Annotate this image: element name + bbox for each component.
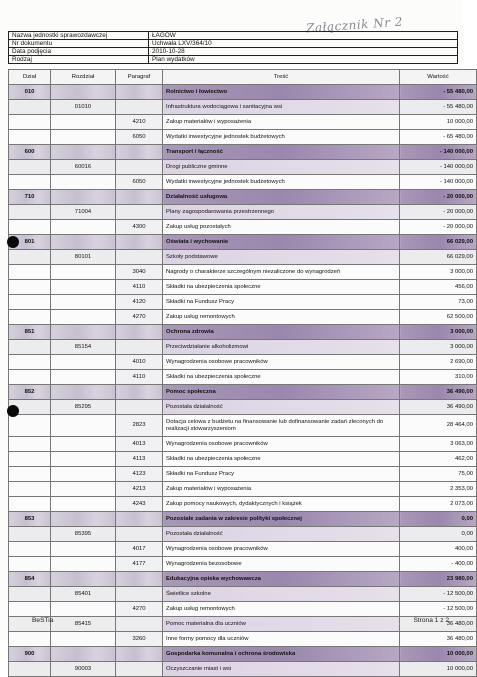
- table-row: [9, 572, 477, 587]
- cell-paragraf: [116, 190, 163, 205]
- cell-dzial: [9, 587, 51, 602]
- cell-tresc: Inne formy pomocy dla uczniów: [163, 632, 400, 647]
- budget-table: [8, 69, 477, 677]
- cell-rozdzial: [51, 542, 116, 557]
- cell-rozdzial: [51, 572, 116, 587]
- header-dzial: Dział: [9, 70, 51, 85]
- table-row: [9, 325, 477, 340]
- cell-tresc: Zakup pomocy naukowych, dydaktycznych i książek: [163, 497, 400, 512]
- cell-rozdzial: [51, 415, 116, 437]
- table-row: [9, 310, 477, 325]
- cell-wartosc: 3 000,00: [400, 325, 477, 340]
- cell-wartosc: 400,00: [400, 542, 477, 557]
- cell-paragraf: [116, 205, 163, 220]
- cell-tresc: Świetlice szkolne: [163, 587, 400, 602]
- table-row: [9, 400, 477, 415]
- meta-row: [9, 32, 458, 40]
- cell-dzial: [9, 115, 51, 130]
- cell-wartosc: 0,00: [400, 527, 477, 542]
- cell-wartosc: - 20 000,00: [400, 190, 477, 205]
- table-row: [9, 340, 477, 355]
- cell-tresc: Pozostała działalność: [163, 400, 400, 415]
- cell-wartosc: 0,00: [400, 512, 477, 527]
- cell-wartosc: - 20 000,00: [400, 220, 477, 235]
- cell-tresc: Pozostała działalność: [163, 527, 400, 542]
- cell-rozdzial: [51, 325, 116, 340]
- cell-tresc: Gospodarka komunalna i ochrona środowiska: [163, 647, 400, 662]
- cell-dzial: 852: [9, 385, 51, 400]
- cell-paragraf: [116, 587, 163, 602]
- meta-row: [9, 40, 458, 48]
- cell-wartosc: 66 029,00: [400, 235, 477, 250]
- cell-paragraf: [116, 662, 163, 677]
- cell-rozdzial: 85295: [51, 400, 116, 415]
- cell-rozdzial: 85395: [51, 527, 116, 542]
- cell-wartosc: 2 353,00: [400, 482, 477, 497]
- table-row: [9, 527, 477, 542]
- cell-paragraf: [116, 145, 163, 160]
- cell-rozdzial: [51, 602, 116, 617]
- cell-tresc: Oświata i wychowanie: [163, 235, 400, 250]
- table-row: [9, 280, 477, 295]
- table-row: [9, 370, 477, 385]
- table-row: [9, 235, 477, 250]
- cell-wartosc: - 12 500,00: [400, 602, 477, 617]
- cell-paragraf: 4300: [116, 220, 163, 235]
- cell-rozdzial: 60016: [51, 160, 116, 175]
- table-row: [9, 190, 477, 205]
- meta-label: Nr dokumentu: [9, 40, 149, 48]
- cell-wartosc: 3 063,00: [400, 437, 477, 452]
- cell-paragraf: 4123: [116, 467, 163, 482]
- cell-tresc: Edukacyjna opieka wychowawcza: [163, 572, 400, 587]
- cell-dzial: [9, 632, 51, 647]
- meta-label: Data podjęcia: [9, 48, 149, 56]
- cell-wartosc: 456,00: [400, 280, 477, 295]
- cell-tresc: Zakup materiałów i wyposażenia: [163, 115, 400, 130]
- cell-paragraf: [116, 340, 163, 355]
- cell-wartosc: 462,00: [400, 452, 477, 467]
- cell-rozdzial: [51, 355, 116, 370]
- cell-tresc: Wynagrodzenia osobowe pracowników: [163, 437, 400, 452]
- cell-rozdzial: [51, 310, 116, 325]
- cell-rozdzial: [51, 295, 116, 310]
- cell-dzial: [9, 280, 51, 295]
- table-row: [9, 205, 477, 220]
- cell-dzial: 801: [9, 235, 51, 250]
- cell-rozdzial: [51, 85, 116, 100]
- cell-rozdzial: [51, 265, 116, 280]
- cell-tresc: Oczyszczanie miast i wsi: [163, 662, 400, 677]
- table-row: [9, 662, 477, 677]
- cell-rozdzial: [51, 632, 116, 647]
- cell-wartosc: 310,00: [400, 370, 477, 385]
- cell-dzial: 010: [9, 85, 51, 100]
- cell-rozdzial: [51, 482, 116, 497]
- cell-paragraf: [116, 250, 163, 265]
- cell-paragraf: [116, 385, 163, 400]
- cell-paragraf: [116, 617, 163, 632]
- cell-paragraf: 4013: [116, 437, 163, 452]
- cell-paragraf: 4177: [116, 557, 163, 572]
- cell-wartosc: - 55 480,00: [400, 85, 477, 100]
- cell-paragraf: [116, 572, 163, 587]
- cell-dzial: [9, 497, 51, 512]
- cell-wartosc: 10 000,00: [400, 662, 477, 677]
- table-row: [9, 452, 477, 467]
- cell-dzial: [9, 467, 51, 482]
- cell-rozdzial: [51, 647, 116, 662]
- cell-dzial: [9, 452, 51, 467]
- cell-tresc: Pomoc materialna dla uczniów: [163, 617, 400, 632]
- cell-rozdzial: [51, 130, 116, 145]
- cell-paragraf: [116, 400, 163, 415]
- cell-tresc: Dotacja celowa z budżetu na finansowanie lub dofinansowanie zadań zleconych do realizacji stowarzyszeniom: [163, 415, 400, 437]
- cell-paragraf: [116, 527, 163, 542]
- meta-value: ŁAGÓW: [149, 32, 458, 40]
- cell-wartosc: 28 464,00: [400, 415, 477, 437]
- cell-paragraf: [116, 100, 163, 115]
- cell-rozdzial: 01010: [51, 100, 116, 115]
- cell-tresc: Nagrody o charakterze szczególnym niezaliczone do wynagrodzeń: [163, 265, 400, 280]
- cell-rozdzial: [51, 115, 116, 130]
- cell-tresc: Szkoły podstawowe: [163, 250, 400, 265]
- table-row: [9, 647, 477, 662]
- cell-tresc: Pomoc społeczna: [163, 385, 400, 400]
- cell-rozdzial: [51, 385, 116, 400]
- cell-paragraf: 3040: [116, 265, 163, 280]
- meta-row: [9, 56, 458, 64]
- cell-wartosc: - 140 000,00: [400, 175, 477, 190]
- cell-wartosc: 66 029,00: [400, 250, 477, 265]
- table-row: [9, 355, 477, 370]
- cell-dzial: [9, 370, 51, 385]
- table-row: [9, 160, 477, 175]
- punch-hole: [7, 236, 19, 248]
- cell-rozdzial: [51, 175, 116, 190]
- header-tresc: Treść: [163, 70, 400, 85]
- meta-row: [9, 48, 458, 56]
- cell-paragraf: [116, 325, 163, 340]
- cell-tresc: Pozostałe zadania w zakresie polityki społecznej: [163, 512, 400, 527]
- table-row: [9, 415, 477, 437]
- cell-rozdzial: 85401: [51, 587, 116, 602]
- table-row: [9, 385, 477, 400]
- cell-tresc: Wydatki inwestycyjne jednostek budżetowych: [163, 175, 400, 190]
- cell-rozdzial: [51, 190, 116, 205]
- cell-tresc: Zakup usług remontowych: [163, 310, 400, 325]
- cell-dzial: [9, 355, 51, 370]
- table-row: [9, 482, 477, 497]
- cell-paragraf: 4213: [116, 482, 163, 497]
- cell-dzial: [9, 175, 51, 190]
- table-row: [9, 295, 477, 310]
- cell-tresc: Składki na ubezpieczenia społeczne: [163, 370, 400, 385]
- cell-tresc: Wydatki inwestycyjne jednostek budżetowych: [163, 130, 400, 145]
- cell-paragraf: 4270: [116, 602, 163, 617]
- table-row: [9, 115, 477, 130]
- cell-paragraf: 4010: [116, 355, 163, 370]
- cell-wartosc: - 140 000,00: [400, 160, 477, 175]
- document-meta-table: [8, 31, 458, 64]
- cell-wartosc: - 55 480,00: [400, 100, 477, 115]
- cell-wartosc: 10 000,00: [400, 647, 477, 662]
- table-body: [9, 85, 477, 677]
- cell-dzial: [9, 100, 51, 115]
- cell-paragraf: [116, 160, 163, 175]
- cell-wartosc: - 65 480,00: [400, 130, 477, 145]
- cell-rozdzial: [51, 370, 116, 385]
- cell-dzial: [9, 220, 51, 235]
- cell-tresc: Wynagrodzenia osobowe pracowników: [163, 542, 400, 557]
- cell-tresc: Zakup usług remontowych: [163, 602, 400, 617]
- cell-tresc: Transport i łączność: [163, 145, 400, 160]
- table-row: [9, 467, 477, 482]
- cell-wartosc: 36 490,00: [400, 385, 477, 400]
- cell-dzial: 854: [9, 572, 51, 587]
- table-row: [9, 542, 477, 557]
- cell-paragraf: 4017: [116, 542, 163, 557]
- cell-tresc: Składki na ubezpieczenia społeczne: [163, 280, 400, 295]
- table-row: [9, 437, 477, 452]
- table-row: [9, 497, 477, 512]
- cell-tresc: Działalność usługowa: [163, 190, 400, 205]
- cell-wartosc: 10 000,00: [400, 115, 477, 130]
- handwritten-note: Załącznik Nr 2: [305, 14, 404, 36]
- cell-tresc: Zakup materiałów i wyposażenia: [163, 482, 400, 497]
- cell-dzial: [9, 557, 51, 572]
- table-row: [9, 587, 477, 602]
- cell-dzial: 851: [9, 325, 51, 340]
- table-row: [9, 100, 477, 115]
- cell-paragraf: [116, 85, 163, 100]
- cell-dzial: [9, 340, 51, 355]
- cell-tresc: Składki na ubezpieczenia społeczne: [163, 452, 400, 467]
- cell-dzial: 853: [9, 512, 51, 527]
- cell-rozdzial: [51, 145, 116, 160]
- cell-rozdzial: [51, 512, 116, 527]
- header-paragraf: Paragraf: [116, 70, 163, 85]
- cell-rozdzial: [51, 467, 116, 482]
- table-row: [9, 145, 477, 160]
- table-row: [9, 220, 477, 235]
- cell-paragraf: 2823: [116, 415, 163, 437]
- meta-value: 2010-10-28: [149, 48, 458, 56]
- cell-rozdzial: 80101: [51, 250, 116, 265]
- cell-tresc: Składki na Fundusz Pracy: [163, 295, 400, 310]
- cell-paragraf: 6050: [116, 130, 163, 145]
- table-header-row: [9, 70, 477, 85]
- cell-wartosc: - 400,00: [400, 557, 477, 572]
- cell-paragraf: 4270: [116, 310, 163, 325]
- cell-tresc: Infrastruktura wodociągowa i sanitacyjna wsi: [163, 100, 400, 115]
- cell-dzial: [9, 482, 51, 497]
- cell-rozdzial: 85415: [51, 617, 116, 632]
- cell-dzial: 900: [9, 647, 51, 662]
- cell-paragraf: 4243: [116, 497, 163, 512]
- cell-dzial: [9, 542, 51, 557]
- cell-dzial: [9, 130, 51, 145]
- cell-tresc: Składki na Fundusz Pracy: [163, 467, 400, 482]
- cell-tresc: Plany zagospodarowania przestrzennego: [163, 205, 400, 220]
- table-row: [9, 175, 477, 190]
- cell-rozdzial: 85154: [51, 340, 116, 355]
- cell-tresc: Wynagrodzenia osobowe pracowników: [163, 355, 400, 370]
- cell-wartosc: 23 980,00: [400, 572, 477, 587]
- cell-rozdzial: [51, 220, 116, 235]
- header-wartosc: Wartość: [400, 70, 477, 85]
- cell-rozdzial: [51, 280, 116, 295]
- cell-rozdzial: [51, 497, 116, 512]
- cell-paragraf: [116, 235, 163, 250]
- cell-dzial: [9, 310, 51, 325]
- cell-dzial: [9, 527, 51, 542]
- cell-wartosc: 73,00: [400, 295, 477, 310]
- table-row: [9, 512, 477, 527]
- cell-dzial: [9, 205, 51, 220]
- cell-paragraf: [116, 647, 163, 662]
- table-row: [9, 85, 477, 100]
- cell-wartosc: 62 500,00: [400, 310, 477, 325]
- cell-wartosc: - 12 500,00: [400, 587, 477, 602]
- table-row: [9, 617, 477, 632]
- cell-paragraf: 4110: [116, 280, 163, 295]
- cell-paragraf: 4110: [116, 370, 163, 385]
- cell-wartosc: 3 000,00: [400, 340, 477, 355]
- cell-wartosc: 36 490,00: [400, 400, 477, 415]
- cell-dzial: [9, 415, 51, 437]
- table-row: [9, 557, 477, 572]
- cell-paragraf: 6050: [116, 175, 163, 190]
- cell-tresc: Ochrona zdrowia: [163, 325, 400, 340]
- cell-rozdzial: [51, 452, 116, 467]
- cell-paragraf: 4113: [116, 452, 163, 467]
- cell-dzial: 600: [9, 145, 51, 160]
- cell-dzial: [9, 295, 51, 310]
- cell-paragraf: 4120: [116, 295, 163, 310]
- cell-paragraf: 3260: [116, 632, 163, 647]
- cell-tresc: Drogi publiczne gminne: [163, 160, 400, 175]
- table-row: [9, 265, 477, 280]
- cell-rozdzial: 71004: [51, 205, 116, 220]
- header-rozdzial: Rozdział: [51, 70, 116, 85]
- cell-dzial: [9, 250, 51, 265]
- cell-rozdzial: 90003: [51, 662, 116, 677]
- meta-label: Rodzaj: [9, 56, 149, 64]
- cell-wartosc: - 140 000,00: [400, 145, 477, 160]
- cell-tresc: Zakup usług pozostałych: [163, 220, 400, 235]
- cell-wartosc: 75,00: [400, 467, 477, 482]
- cell-rozdzial: [51, 235, 116, 250]
- cell-tresc: Przeciwdziałanie alkoholizmowi: [163, 340, 400, 355]
- cell-rozdzial: [51, 437, 116, 452]
- meta-value: Uchwała LXV/364/10: [149, 40, 458, 48]
- table-row: [9, 602, 477, 617]
- table-row: [9, 250, 477, 265]
- cell-dzial: [9, 662, 51, 677]
- meta-value: Plan wydatków: [149, 56, 458, 64]
- footer-page-number: Strona 1 z 2: [413, 617, 449, 624]
- cell-wartosc: 2 073,00: [400, 497, 477, 512]
- cell-tresc: Wynagrodzenia bezosobowe: [163, 557, 400, 572]
- cell-paragraf: [116, 512, 163, 527]
- table-row: [9, 632, 477, 647]
- cell-dzial: [9, 602, 51, 617]
- meta-label: Nazwa jednostki sprawozdawczej: [9, 32, 149, 40]
- cell-paragraf: 4210: [116, 115, 163, 130]
- punch-hole: [7, 405, 19, 417]
- cell-rozdzial: [51, 557, 116, 572]
- cell-dzial: 710: [9, 190, 51, 205]
- cell-dzial: [9, 160, 51, 175]
- cell-wartosc: 36 480,00: [400, 617, 477, 632]
- cell-dzial: [9, 437, 51, 452]
- cell-wartosc: - 20 000,00: [400, 205, 477, 220]
- cell-tresc: Rolnictwo i łowiectwo: [163, 85, 400, 100]
- cell-wartosc: 2 690,00: [400, 355, 477, 370]
- cell-wartosc: 36 480,00: [400, 632, 477, 647]
- cell-wartosc: 3 000,00: [400, 265, 477, 280]
- footer-software: BeSTia: [32, 617, 54, 624]
- table-row: [9, 130, 477, 145]
- cell-dzial: [9, 265, 51, 280]
